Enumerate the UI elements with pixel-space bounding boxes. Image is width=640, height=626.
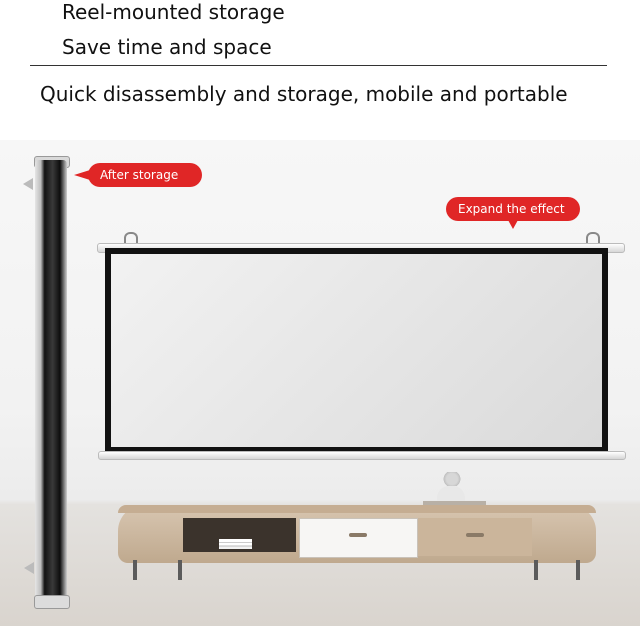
cabinet-leg — [576, 560, 580, 580]
plant-decoration — [440, 472, 464, 486]
caption-divider — [30, 65, 607, 66]
tube-hook-icon — [24, 562, 34, 574]
books-stack — [219, 539, 252, 549]
after-storage-badge: After storage — [88, 163, 202, 187]
cabinet-leg — [178, 560, 182, 580]
screen-bottom-rod — [98, 451, 626, 460]
cabinet-white-drawer — [299, 518, 418, 558]
caption-line-2: Save time and space — [62, 35, 272, 59]
product-photo — [0, 140, 640, 626]
expand-effect-badge: Expand the effect — [446, 197, 580, 221]
drawer-handle-icon — [349, 533, 367, 537]
cabinet-top — [118, 505, 596, 513]
cabinet-leg — [534, 560, 538, 580]
caption-header — [0, 0, 640, 140]
tube-hook-icon — [23, 178, 33, 190]
cabinet-wood-drawer — [418, 518, 532, 556]
projection-screen — [105, 248, 608, 453]
drawer-handle-icon — [466, 533, 484, 537]
caption-line-1: Reel-mounted storage — [62, 0, 285, 24]
caption-line-3: Quick disassembly and storage, mobile and portable — [40, 82, 568, 106]
cabinet-leg — [133, 560, 137, 580]
rolled-screen-tube — [35, 160, 67, 600]
projection-surface — [111, 254, 602, 447]
tube-cap-bottom — [34, 595, 70, 609]
